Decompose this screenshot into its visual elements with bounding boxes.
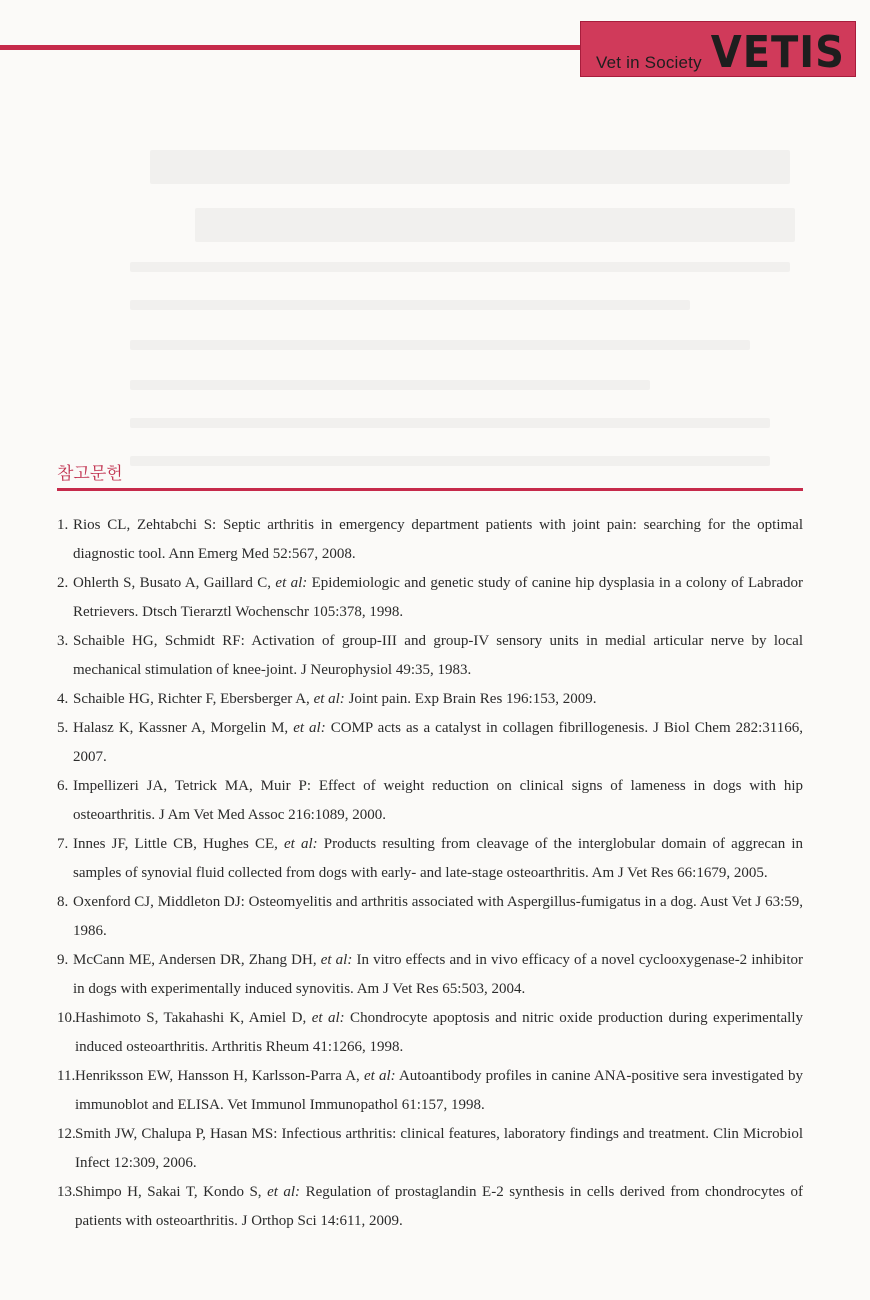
reference-list xyxy=(57,511,803,1236)
reference-et-al: et al: xyxy=(313,691,345,707)
reference-authors-text: Schaible HG, Schmidt RF: Activation of group-III and group-IV sensory units in medial articular nerve by local mechanical stimulation of knee-joint. J Neurophysiol 49:35, 1983. xyxy=(73,633,803,678)
reference-item xyxy=(57,685,803,714)
reference-et-al: et al: xyxy=(275,575,308,591)
header-subtitle: Vet in Society xyxy=(596,53,702,72)
reference-item xyxy=(57,511,803,569)
reference-item xyxy=(57,627,803,685)
reference-number: 2. xyxy=(57,575,69,591)
reference-item xyxy=(57,830,803,888)
reference-authors-text: Oxenford CJ, Middleton DJ: Osteomyelitis and arthritis associated with Aspergillus-fumigatus in a dog. Aust Vet J 63:59, 1986. xyxy=(73,894,803,939)
reference-authors-text: Hashimoto S, Takahashi K, Amiel D, xyxy=(75,1010,312,1026)
reference-number: 4. xyxy=(57,691,69,707)
reference-number: 13. xyxy=(57,1184,76,1200)
reference-item xyxy=(57,888,803,946)
reference-item xyxy=(57,1120,803,1178)
reference-title-text: Autoantibody profiles in canine ANA-positive sera investigated by immunoblot and ELISA. Vet Immunol Immunopathol 61:157, 1998. xyxy=(75,1068,803,1113)
reference-item xyxy=(57,772,803,830)
reference-title-text: Chondrocyte apoptosis and nitric oxide production during experimentally induced osteoarthritis. Arthritis Rheum 41:1266, 1998. xyxy=(75,1010,804,1055)
reference-authors-text: McCann ME, Andersen DR, Zhang DH, xyxy=(73,952,321,968)
references-divider xyxy=(57,488,803,491)
reference-title-text: Products resulting from cleavage of the interglobular domain of aggrecan in samples of synovial fluid collected from dogs with early- and late-stage osteoarthritis. Am J Vet Res 66:1679, 2005. xyxy=(73,836,803,881)
reference-et-al: et al: xyxy=(311,1010,345,1026)
reference-number: 8. xyxy=(57,894,69,910)
reference-title-text: Epidemiologic and genetic study of canine hip dysplasia in a colony of Labrador Retrievers. Dtsch Tierarztl Wochenschr 105:378, 1998. xyxy=(73,575,803,620)
reference-item xyxy=(57,714,803,772)
reference-item xyxy=(57,1004,803,1062)
reference-item xyxy=(57,1178,803,1236)
journal-header-badge xyxy=(580,21,856,77)
reference-title-text: In vitro effects and in vivo efficacy of a novel cyclooxygenase-2 inhibitor in dogs with experimentally induced synovitis. Am J Vet Res 65:503, 2004. xyxy=(73,952,803,997)
reference-et-al: et al: xyxy=(320,952,353,968)
reference-title-text: Regulation of prostaglandin E-2 synthesis in cells derived from chondrocytes of patients with osteoarthritis. J Orthop Sci 14:611, 2009. xyxy=(75,1184,803,1229)
reference-number: 5. xyxy=(57,720,69,736)
reference-number: 11. xyxy=(57,1068,76,1084)
reference-item xyxy=(57,1062,803,1120)
reference-authors-text: Innes JF, Little CB, Hughes CE, xyxy=(73,836,285,852)
header-title: VETIS xyxy=(710,28,845,78)
references-heading: 참고문헌 xyxy=(57,464,123,484)
reference-authors-text: Smith JW, Chalupa P, Hasan MS: Infectious arthritis: clinical features, laboratory findings and treatment. Clin Microbiol Infect 12:309, 2006. xyxy=(75,1126,803,1171)
reference-authors-text: Rios CL, Zehtabchi S: Septic arthritis in emergency department patients with joint pain: searching for the optimal diagnostic tool. Ann Emerg Med 52:567, 2008. xyxy=(73,517,803,562)
reference-item xyxy=(57,569,803,627)
reference-authors-text: Halasz K, Kassner A, Morgelin M, xyxy=(73,720,294,736)
reference-number: 12. xyxy=(57,1126,76,1142)
reference-et-al: et al: xyxy=(363,1068,396,1084)
reference-et-al: et al: xyxy=(267,1184,301,1200)
reference-authors-text: Schaible HG, Richter F, Ebersberger A, xyxy=(73,691,314,707)
reference-et-al: et al: xyxy=(284,836,318,852)
reference-authors-text: Ohlerth S, Busato A, Gaillard C, xyxy=(73,575,276,591)
reference-number: 6. xyxy=(57,778,69,794)
reference-title-text: COMP acts as a catalyst in collagen fibrillogenesis. J Biol Chem 282:31166, 2007. xyxy=(73,720,803,765)
reference-title-text: Joint pain. Exp Brain Res 196:153, 2009. xyxy=(344,691,597,707)
reference-number: 7. xyxy=(57,836,69,852)
reference-number: 10. xyxy=(57,1010,76,1026)
reference-number: 1. xyxy=(57,517,69,533)
reference-et-al: et al: xyxy=(293,720,326,736)
reference-number: 9. xyxy=(57,952,69,968)
reference-number: 3. xyxy=(57,633,69,649)
header-accent-line xyxy=(0,45,600,50)
reference-authors-text: Impellizeri JA, Tetrick MA, Muir P: Effect of weight reduction on clinical signs of lameness in dogs with hip osteoarthritis. J Am Vet Med Assoc 216:1089, 2000. xyxy=(73,778,803,823)
reference-authors-text: Henriksson EW, Hansson H, Karlsson-Parra A, xyxy=(75,1068,364,1084)
reference-authors-text: Shimpo H, Sakai T, Kondo S, xyxy=(75,1184,268,1200)
reference-item xyxy=(57,946,803,1004)
